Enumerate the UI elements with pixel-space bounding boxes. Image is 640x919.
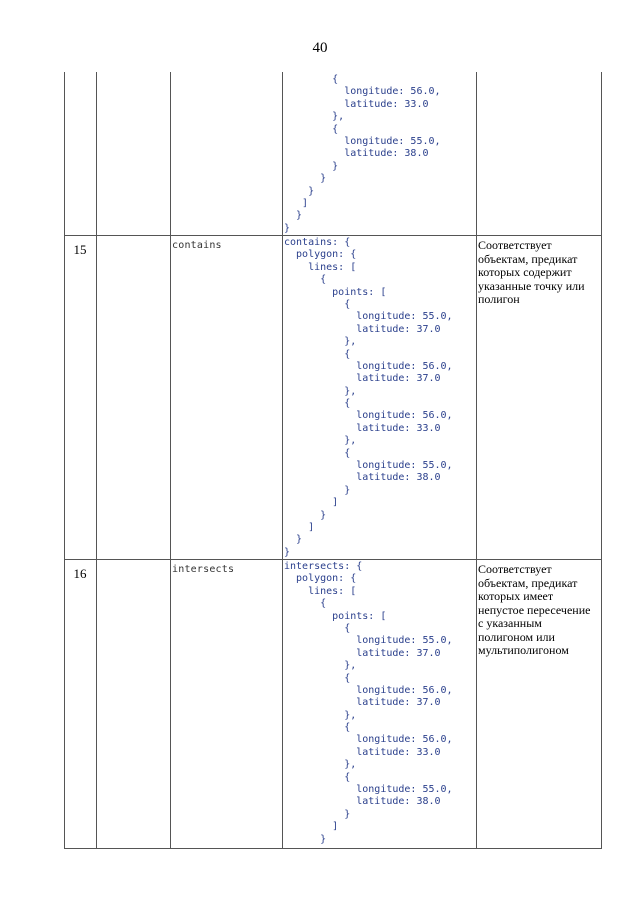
code-line: longitude: 56.0, [284,410,453,422]
code-line: { [284,298,351,310]
code-line: longitude: 55.0, [284,784,453,796]
code-line: latitude: 37.0 [284,373,441,385]
code-line: polygon: { [284,573,357,585]
description-line: которых имеет [478,589,554,603]
code-line: ] [284,821,339,833]
code-line: { [284,722,351,734]
description-line: Соответствует [478,562,552,576]
code-line: } [284,509,327,521]
description-line: полигоном или [478,629,555,644]
description-line: с указанным [478,616,542,630]
code-block [284,74,476,235]
description-line: объектам, предикат [478,575,578,590]
description-line: полигон [478,292,520,306]
code-line: latitude: 38.0 [284,148,429,160]
row-number: 15 [73,242,87,257]
code-line: { [284,123,339,135]
code-line: }, [284,385,357,397]
code-line: { [284,74,339,85]
row-number: 16 [73,566,87,581]
code-line: }, [284,435,357,447]
code-line: { [284,274,327,286]
code-line: latitude: 33.0 [284,422,441,434]
code-block [284,561,476,846]
code-line: } [284,173,327,185]
code-line: polygon: { [284,249,357,261]
code-line: longitude: 56.0, [284,360,453,372]
code-line: intersects: { [284,561,363,572]
code-line: longitude: 56.0, [284,86,441,98]
code-line: }, [284,709,357,721]
code-line: } [284,185,315,197]
description-line: объектам, предикат [478,251,578,266]
code-line: } [284,833,327,845]
code-line: } [284,546,291,558]
code-line: }, [284,111,345,123]
predicate-name: intersects [172,564,235,575]
predicate-table [64,72,602,848]
code-line: }, [284,336,357,348]
code-line: latitude: 38.0 [284,472,441,484]
code-block [284,237,476,559]
description-line: Соответствует [478,238,552,252]
code-line: { [284,771,351,783]
code-line: longitude: 55.0, [284,311,453,323]
code-line: longitude: 56.0, [284,734,453,746]
code-line: { [284,447,351,459]
table-row [64,72,602,235]
code-line: lines: [ [284,261,357,273]
description-line: мультиполигоном [478,643,569,657]
code-line: ] [284,197,309,209]
code-line: longitude: 55.0, [284,460,453,472]
code-line: ] [284,497,339,509]
code-line: latitude: 33.0 [284,98,429,110]
predicate-description [478,563,600,658]
code-line: contains: { [284,237,351,248]
code-line: latitude: 38.0 [284,796,441,808]
predicate-description [478,239,600,307]
code-line: } [284,484,351,496]
code-line: points: [ [284,610,387,622]
code-line: latitude: 37.0 [284,647,441,659]
description-line: которых содержит [478,265,572,279]
description-line: указанные точку или [478,278,585,293]
code-line: } [284,808,351,820]
code-line: }, [284,660,357,672]
table-row [64,235,602,559]
page-number: 40 [312,40,328,56]
code-line: ] [284,521,315,533]
code-line: longitude: 55.0, [284,135,441,147]
code-line: { [284,622,351,634]
code-line: } [284,210,303,222]
code-line: latitude: 33.0 [284,746,441,758]
code-line: } [284,222,291,234]
code-line: points: [ [284,286,387,298]
code-line: }, [284,759,357,771]
code-line: { [284,398,351,410]
code-line: latitude: 37.0 [284,323,441,335]
code-line: } [284,160,339,172]
code-line: longitude: 56.0, [284,684,453,696]
code-line: { [284,348,351,360]
code-line: latitude: 37.0 [284,697,441,709]
predicate-name: contains [172,240,222,251]
description-line: непустое пересечение [478,602,591,617]
code-line: lines: [ [284,585,357,597]
code-line: { [284,672,351,684]
code-line: } [284,534,303,546]
code-line: { [284,598,327,610]
code-line: longitude: 55.0, [284,635,453,647]
table-row [64,559,602,848]
table-border-bottom [64,848,602,849]
